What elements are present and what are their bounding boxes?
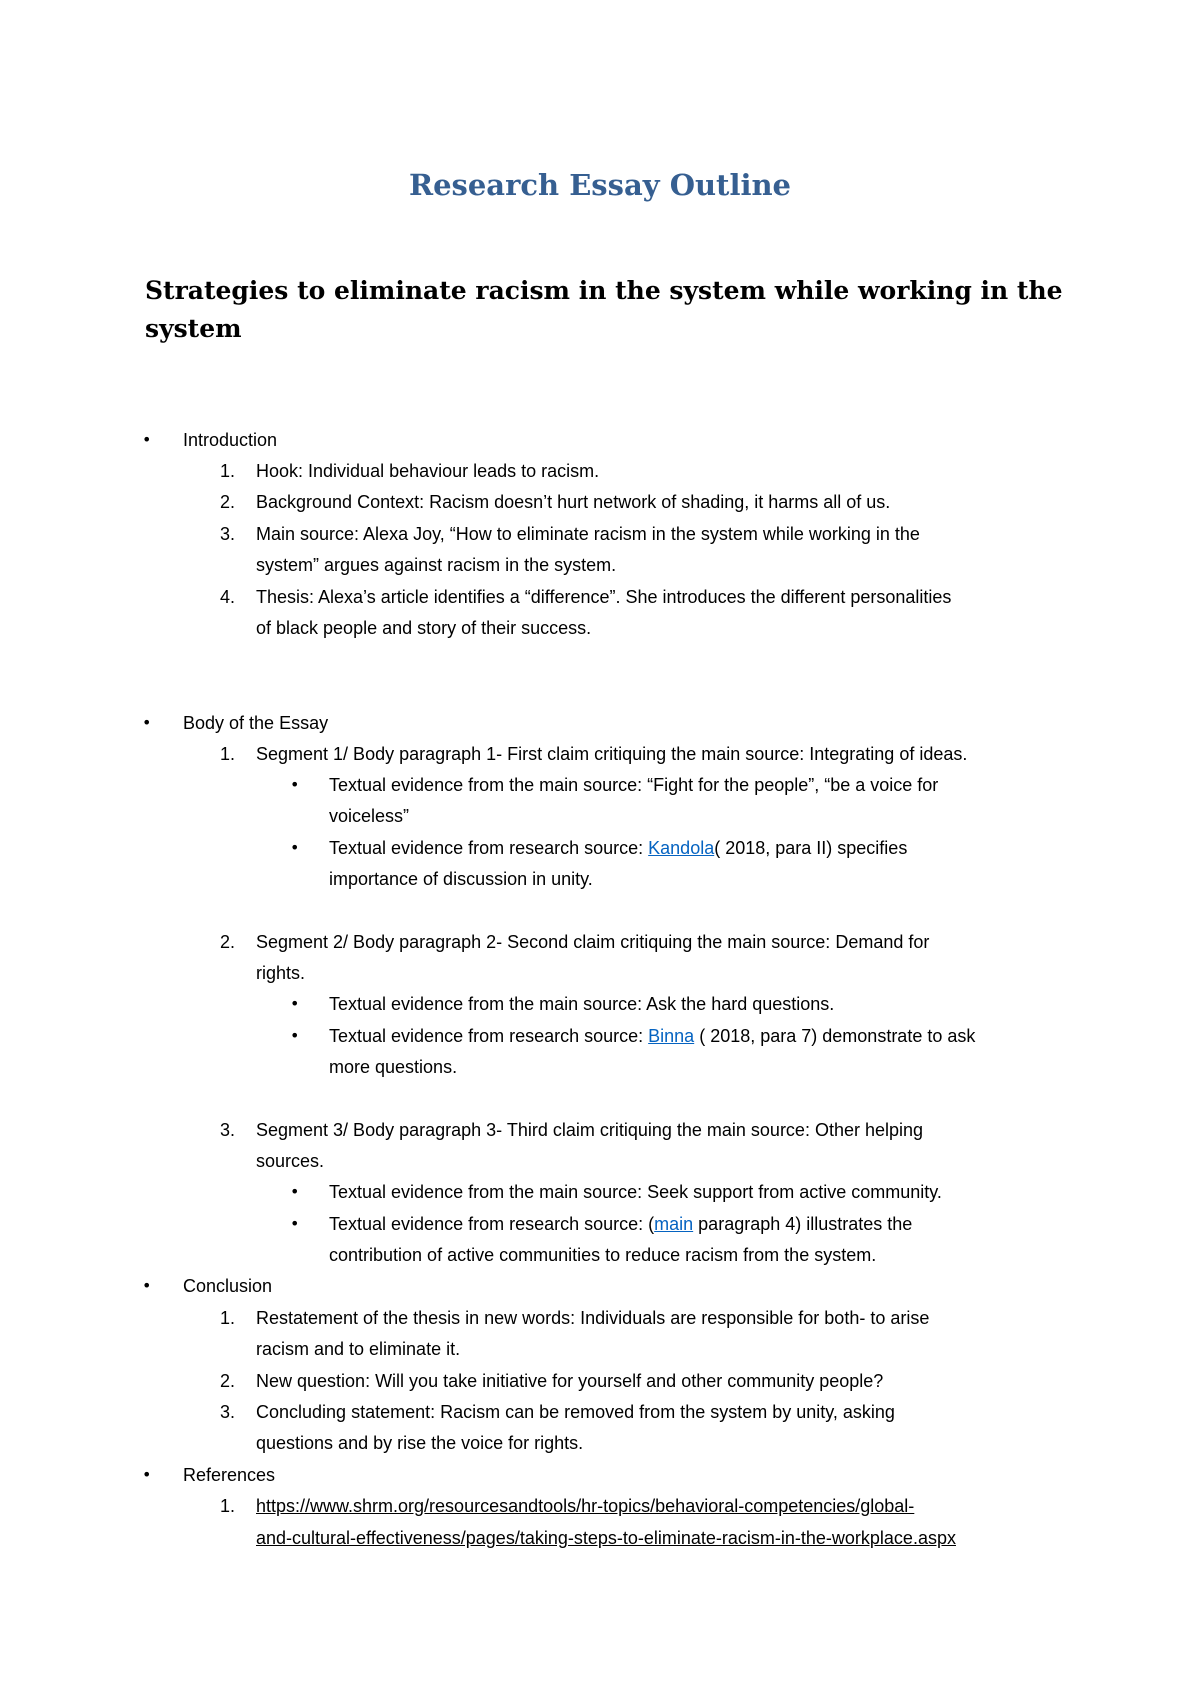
- segment-1-evidence-main: Textual evidence from the main source: “Fight for the people”, “be a voice for: [329, 775, 939, 795]
- segment-2: Segment 2/ Body paragraph 2- Second claim critiquing the main source: Demand for: [256, 932, 930, 952]
- segment-1: Segment 1/ Body paragraph 1- First claim critiquing the main source: Integrating of ideas.: [256, 744, 968, 764]
- bullet-marker: •: [142, 1465, 152, 1484]
- intro-hook: Hook: Individual behaviour leads to racism.: [256, 461, 600, 481]
- list-number: 2.: [219, 1371, 235, 1391]
- segment-2-evidence-main: Textual evidence from the main source: Ask the hard questions.: [329, 994, 835, 1014]
- evidence-text: Textual evidence from research source: (: [329, 1214, 655, 1234]
- sub-bullet-marker: •: [290, 1026, 300, 1045]
- segment-3-evidence-research-cont: contribution of active communities to reduce racism from the system.: [329, 1245, 877, 1265]
- intro-main-source-cont: system” argues against racism in the system.: [256, 555, 617, 575]
- essay-subtitle: Strategies to eliminate racism in the system while working in the system: [145, 276, 1063, 343]
- segment-2-evidence-research-cont: more questions.: [329, 1057, 458, 1077]
- evidence-text: Textual evidence from research source:: [329, 1026, 649, 1046]
- bullet-marker: •: [142, 713, 152, 732]
- conclusion-restatement: Restatement of the thesis in new words: Individuals are responsible for both- to arise: [256, 1308, 930, 1328]
- segment-2-evidence-research: [329, 1024, 975, 1048]
- intro-main-source: Main source: Alexa Joy, “How to eliminate racism in the system while working in the: [256, 524, 920, 544]
- list-number: 3.: [219, 524, 235, 544]
- segment-1-evidence-research-cont: importance of discussion in unity.: [329, 869, 593, 889]
- list-number: 3.: [219, 1120, 235, 1140]
- conclusion-heading: Conclusion: [183, 1276, 273, 1296]
- list-number: 2.: [219, 932, 235, 952]
- sub-bullet-marker: •: [290, 1182, 300, 1201]
- list-number: 4.: [219, 587, 235, 607]
- main-link[interactable]: main: [654, 1214, 694, 1234]
- list-number: 2.: [219, 492, 235, 512]
- kandola-link[interactable]: Kandola: [648, 838, 715, 858]
- segment-3-evidence-research: [329, 1212, 912, 1236]
- segment-2-cont: rights.: [256, 963, 306, 983]
- segment-3: Segment 3/ Body paragraph 3- Third claim critiquing the main source: Other helping: [256, 1120, 924, 1140]
- intro-thesis: Thesis: Alexa’s article identifies a “difference”. She introduces the different personalities: [256, 587, 952, 607]
- intro-thesis-cont: of black people and story of their success.: [256, 618, 592, 638]
- sub-bullet-marker: •: [290, 775, 300, 794]
- segment-3-cont: sources.: [256, 1151, 325, 1171]
- evidence-text: ( 2018, para II) specifies: [714, 838, 908, 858]
- list-number: 1.: [219, 461, 235, 481]
- segment-3-evidence-main: Textual evidence from the main source: Seek support from active community.: [329, 1182, 942, 1202]
- evidence-text: Textual evidence from research source:: [329, 838, 649, 858]
- reference-link[interactable]: https://www.shrm.org/resourcesandtools/hr-topics/behavioral-competencies/global-: [256, 1496, 915, 1516]
- introduction-heading: Introduction: [183, 430, 278, 450]
- conclusion-statement: Concluding statement: Racism can be removed from the system by unity, asking: [256, 1402, 895, 1422]
- list-number: 1.: [219, 1496, 235, 1516]
- binna-link[interactable]: Binna: [648, 1026, 695, 1046]
- sub-bullet-marker: •: [290, 838, 300, 857]
- sub-bullet-marker: •: [290, 994, 300, 1013]
- references-heading: References: [183, 1465, 276, 1485]
- list-number: 3.: [219, 1402, 235, 1422]
- list-number: 1.: [219, 1308, 235, 1328]
- intro-background: Background Context: Racism doesn’t hurt network of shading, it harms all of us.: [256, 492, 891, 512]
- conclusion-restatement-cont: racism and to eliminate it.: [256, 1339, 461, 1359]
- body-heading: Body of the Essay: [183, 713, 329, 733]
- segment-1-evidence-research: [329, 836, 907, 860]
- segment-1-evidence-main-cont: voiceless”: [329, 806, 410, 826]
- evidence-text: ( 2018, para 7) demonstrate to ask: [694, 1026, 976, 1046]
- bullet-marker: •: [142, 1276, 152, 1295]
- conclusion-new-question: New question: Will you take initiative for yourself and other community people?: [256, 1371, 884, 1391]
- conclusion-statement-cont: questions and by rise the voice for rights.: [256, 1433, 584, 1453]
- sub-bullet-marker: •: [290, 1214, 300, 1233]
- reference-link-cont[interactable]: and-cultural-effectiveness/pages/taking-steps-to-eliminate-racism-in-the-workplace.aspx: [256, 1528, 956, 1548]
- list-number: 1.: [219, 744, 235, 764]
- page-title: Research Essay Outline: [408, 168, 792, 202]
- evidence-text: paragraph 4) illustrates the: [693, 1214, 913, 1234]
- bullet-marker: •: [142, 430, 152, 449]
